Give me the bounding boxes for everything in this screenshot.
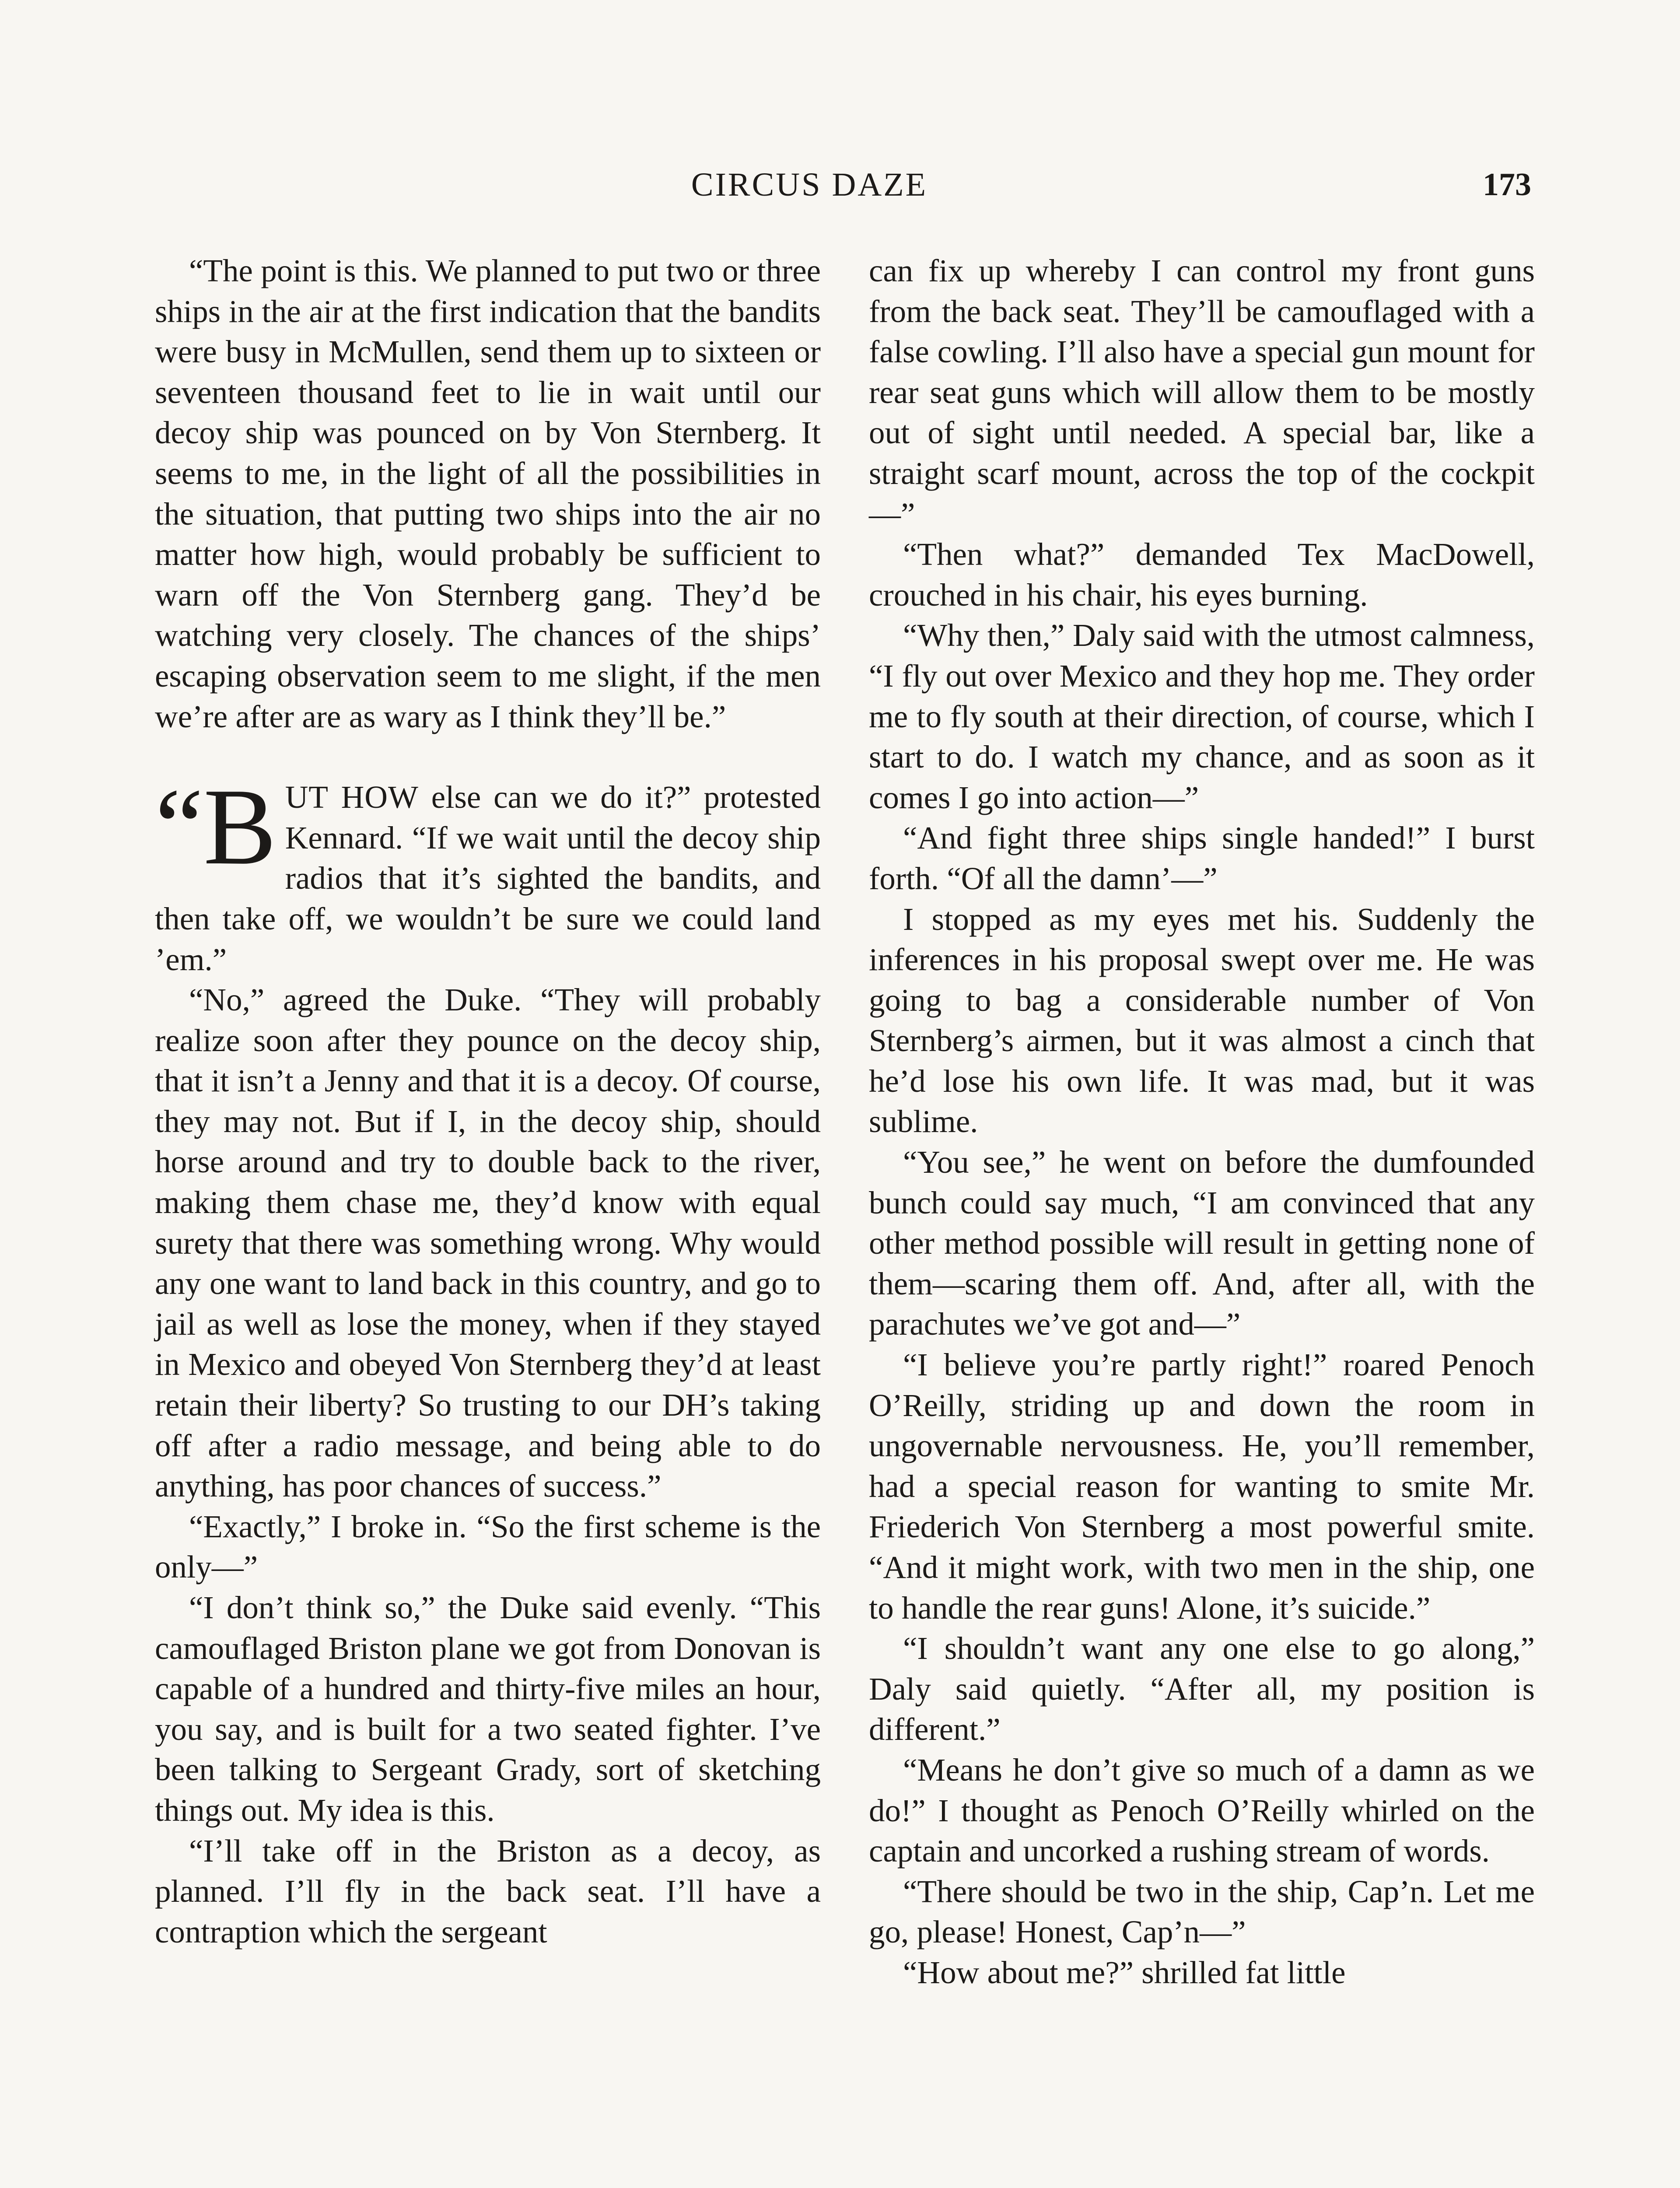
dropcap-paragraph [155, 766, 821, 980]
paragraph: “And fight three ships single handed!” I burst forth. “Of all the damn’—” [869, 820, 1535, 896]
paragraph: “I’ll take off in the Briston as a decoy, as planned. I’ll fly in the back seat. I’ll have a contraption which the sergeant [155, 1833, 821, 1950]
paragraph: “Why then,” Daly said with the utmost calmness, “I fly out over Mexico and they hop me. They order me to fly south at their direction, of course, which I start to do. I watch my chance, and as soon as it comes I go into action—” [869, 617, 1535, 815]
drop-cap-letter: B [203, 766, 276, 888]
paragraph: “I believe you’re partly right!” roared Penoch O’Reilly, striding up and down the room in ungovernable nervousness. He, you’ll remember, had a special reason for wanting to smite Mr. Friederich Von Sternberg a most powerful smite. “And it might work, with two men in the ship, one to handle the rear guns! Alone, it’s suicide.” [869, 1347, 1535, 1626]
drop-cap [155, 766, 276, 888]
paragraph: “Exactly,” I broke in. “So the first scheme is the only—” [155, 1508, 821, 1585]
paragraph: “There should be two in the ship, Cap’n. Let me go, please! Honest, Cap’n—” [869, 1873, 1535, 1950]
paragraph: “Means he don’t give so much of a damn as we do!” I thought as Penoch O’Reilly whirled on the captain and uncorked a rushing stream of words. [869, 1752, 1535, 1869]
running-title: CIRCUS DAZE [691, 166, 928, 203]
paragraph-text: else can we do it?” protested Kennard. “If we wait until the decoy ship radios that it’s sighted the bandits, and then take off, we wouldn’t be sure we could land ’em.” [155, 779, 821, 977]
right-column [869, 251, 1535, 1993]
page-number: 173 [1483, 167, 1531, 203]
drop-cap-quote: “ [155, 766, 203, 888]
lead-in-caps: UT HOW [285, 779, 419, 815]
paragraph: “I shouldn’t want any one else to go along,” Daly said quietly. “After all, my position is different.” [869, 1630, 1535, 1747]
running-header [0, 167, 1680, 202]
paragraph: I stopped as my eyes met his. Suddenly the inferences in his proposal swept over me. He was going to bag a considerable number of Von Sternberg’s airmen, but it was almost a cinch that he’d lose his own life. It was mad, but it was sublime. [869, 901, 1535, 1140]
paragraph: “How about me?” shrilled fat little [903, 1954, 1346, 1990]
left-column [155, 251, 821, 1952]
paragraph: “No,” agreed the Duke. “They will probably realize soon after they pounce on the decoy ship, that it isn’t a Jenny and that it is a decoy. Of course, they may not. But if I, in the decoy ship, should horse around and try to double back to the river, making them chase me, they’d know with equal surety that there was something wrong. Why would any one want to land back in this country, and go to jail as well as lose the money, when if they stayed in Mexico and obeyed Von Sternberg they’d at least retain their liberty? So trusting to our DH’s taking off after a radio message, and being able to do anything, has poor chances of success.” [155, 982, 821, 1504]
paragraph: “The point is this. We planned to put two or three ships in the air at the first indication that the bandits were busy in McMullen, send them up to sixteen or seventeen thousand feet to lie in wait until our decoy ship was pounced on by Von Sternberg. It seems to me, in the light of all the possibilities in the situation, that putting two ships into the air no matter how high, would probably be sufficient to warn off the Von Sternberg gang. They’d be watching very closely. The chances of the ships’ escaping observation seem to me slight, if the men we’re after are as wary as I think they’ll be.” [155, 253, 821, 734]
paragraph: can fix up whereby I can control my front guns from the back seat. They’ll be camouflaged with a false cowling. I’ll also have a special gun mount for rear seat guns which will allow them to be mostly out of sight until needed. A special bar, like a straight scarf mount, across the top of the cockpit—” [869, 253, 1535, 532]
paragraph: “Then what?” demanded Tex MacDowell, crouched in his chair, his eyes burning. [869, 536, 1535, 613]
paragraph: “I don’t think so,” the Duke said evenly. “This camouflaged Briston plane we got from Donovan is capable of a hundred and thirty-five miles an hour, you say, and is built for a two seated fighter. I’ve been talking to Sergeant Grady, sort of sketching things out. My idea is this. [155, 1590, 821, 1828]
paragraph: “You see,” he went on before the dumfounded bunch could say much, “I am convinced that any other method possible will result in getting none of them—scaring them off. And, after all, with the parachutes we’ve got and—” [869, 1144, 1535, 1342]
